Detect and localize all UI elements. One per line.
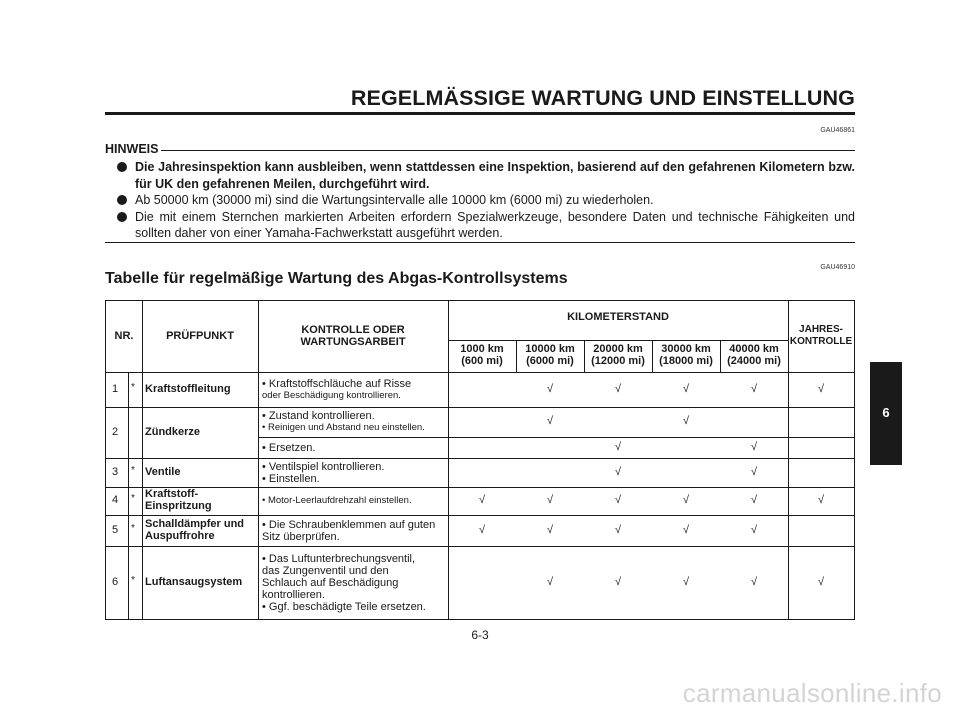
pruefpunkt-cell: Zündkerze [145, 425, 201, 438]
row-number: 6 [112, 576, 119, 588]
hinweis-bullets [105, 159, 855, 242]
special-tools-marker: * [131, 464, 135, 476]
header-pruefpunkt: PRÜFPUNKT [166, 330, 234, 342]
check-mark: √ [546, 576, 554, 588]
header-kontrolle: KONTROLLE ODER WARTUNGSARBEIT [300, 324, 406, 348]
watermark: carmanualsonline.info [682, 678, 942, 708]
special-tools-marker: * [131, 493, 135, 504]
special-tools-marker: * [131, 522, 135, 534]
pruefpunkt-cell: Kraftstoffleitung [145, 382, 231, 395]
hinweis-label: HINWEIS [105, 142, 159, 156]
table-col-divider [142, 301, 143, 620]
row-number: 1 [112, 382, 119, 395]
header-km-5: 40000 km (24000 mi) [727, 343, 781, 367]
page-title: REGELMÄSSIGE WARTUNG UND EINSTELLUNG [350, 86, 855, 110]
wartungsarbeit-cell: • Ersetzen. [262, 441, 316, 454]
header-km-4: 30000 km (18000 mi) [659, 343, 713, 367]
hinweis-bullet: Ab 50000 km (30000 mi) sind die Wartungsintervalle alle 10000 km (6000 mi) zu wiederholen. [105, 192, 855, 209]
check-mark: √ [750, 382, 758, 395]
bullet-icon [117, 212, 127, 222]
check-mark: √ [750, 576, 758, 588]
check-mark: √ [682, 415, 690, 427]
check-mark: √ [750, 440, 758, 453]
check-mark: √ [614, 523, 622, 536]
check-mark: √ [614, 465, 622, 478]
bullet-icon [117, 195, 127, 205]
check-mark: √ [614, 494, 622, 506]
check-mark: √ [817, 382, 825, 395]
section-title: Tabelle für regelmäßige Wartung des Abgas-Kontrollsystems [105, 270, 568, 287]
header-bottom-rule [106, 372, 854, 373]
special-tools-marker: * [131, 575, 135, 586]
wartungsarbeit-cell: • Motor-Leerlaufdrehzahl einstellen. [262, 495, 412, 506]
row-divider [106, 546, 854, 547]
row-divider [106, 458, 854, 459]
wartungsarbeit-cell: • Die Schraubenklemmen auf guten Sitz überprüfen. [262, 518, 436, 543]
check-mark: √ [614, 440, 622, 453]
pruefpunkt-cell: Kraftstoff- Einspritzung [145, 488, 212, 512]
maintenance-table [105, 300, 855, 620]
kilometerstand-rule [448, 340, 788, 341]
pruefpunkt-cell: Ventile [145, 465, 181, 478]
chapter-tab: 6 [870, 362, 902, 465]
wartungsarbeit-cell: • Das Luftunterbrechungsventil, das Zungenventil und den Schlauch auf Beschädigung kontrollieren. • Ggf. beschädigte Teile ersetzen. [262, 553, 426, 613]
check-mark: √ [546, 523, 554, 536]
check-mark: √ [682, 576, 690, 588]
row-number: 5 [112, 523, 119, 536]
check-mark: √ [750, 465, 758, 478]
check-mark: √ [750, 523, 758, 536]
check-mark: √ [546, 382, 554, 395]
hinweis-end-rule [105, 242, 855, 243]
check-mark: √ [546, 415, 554, 427]
section-code: GAU46910 [820, 264, 855, 271]
row-number: 3 [112, 465, 119, 478]
row-number: 2 [112, 425, 119, 438]
row-divider [106, 515, 854, 516]
table-col-divider [128, 372, 129, 620]
check-mark: √ [614, 382, 622, 395]
page-number: 6-3 [471, 628, 489, 642]
header-km-3: 20000 km (12000 mi) [591, 343, 645, 367]
wartungsarbeit-cell: • Zustand kontrollieren. • Reinigen und Abstand neu einstellen. [262, 410, 425, 433]
bullet-icon [117, 162, 127, 172]
hinweis-bullet: Die mit einem Sternchen markierten Arbeiten erfordern Spezialwerkzeuge, besondere Daten und technische Fähigkeiten und sollten daher von einer Yamaha-Fachwerkstatt ausgeführt werden. [105, 209, 855, 242]
header-km-2: 10000 km (6000 mi) [525, 343, 575, 367]
check-mark: √ [546, 494, 554, 506]
check-mark: √ [750, 494, 758, 506]
pruefpunkt-cell: Schalldämpfer und Auspuffrohre [145, 517, 245, 542]
special-tools-marker: * [131, 381, 135, 393]
hinweis-rule [161, 150, 855, 151]
wartungsarbeit-cell: • Ventilspiel kontrollieren. • Einstellen. [262, 460, 385, 485]
title-rule [105, 112, 855, 115]
check-mark: √ [682, 494, 690, 506]
header-jahreskontrolle: JAHRES- KONTROLLE [789, 324, 853, 347]
row-divider [258, 437, 854, 438]
check-mark: √ [682, 382, 690, 395]
check-mark: √ [817, 494, 825, 506]
check-mark: √ [614, 576, 622, 588]
reference-code: GAU46861 [820, 127, 855, 134]
wartungsarbeit-cell: • Kraftstoffschläuche auf Risse oder Beschädigung kontrollieren. [262, 377, 412, 401]
row-number: 4 [112, 494, 119, 506]
pruefpunkt-cell: Luftansaugsystem [145, 576, 243, 588]
header-km-1: 1000 km (600 mi) [460, 343, 504, 367]
check-mark: √ [682, 523, 690, 536]
check-mark: √ [478, 523, 486, 536]
header-nr: NR. [114, 330, 134, 342]
header-kilometerstand: KILOMETERSTAND [567, 311, 669, 323]
table-col-divider [788, 301, 789, 620]
hinweis-bullet: Die Jahresinspektion kann ausbleiben, wenn stattdessen eine Inspektion, basierend auf den gefahrenen Kilometern bzw. für UK den gefahrenen Meilen, durchgeführt wird. [105, 159, 855, 192]
row-divider [106, 407, 854, 408]
check-mark: √ [478, 494, 486, 506]
table-col-divider [258, 301, 259, 620]
check-mark: √ [817, 576, 825, 588]
